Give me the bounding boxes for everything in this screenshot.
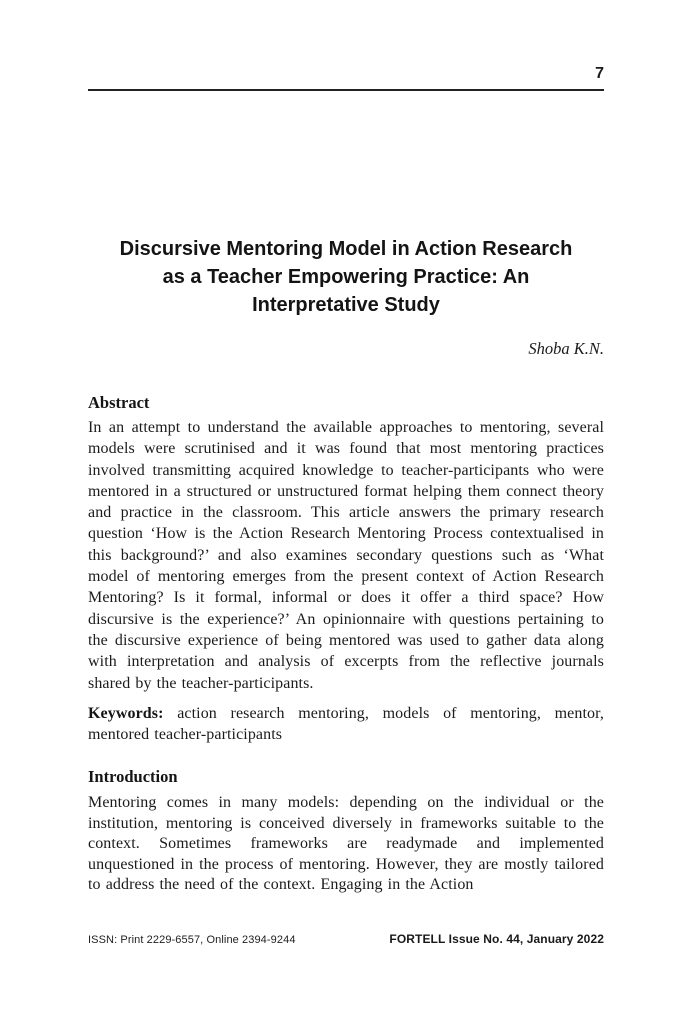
author-name: Shoba K.N. xyxy=(528,339,604,358)
article-title-line-1: Discursive Mentoring Model in Action Research xyxy=(119,238,573,260)
header-rule xyxy=(88,89,604,91)
page-content xyxy=(88,0,604,896)
article-title xyxy=(88,235,604,319)
introduction-heading: Introduction xyxy=(88,767,178,787)
article-title-line-3: Interpretative Study xyxy=(252,294,440,316)
page-number: 7 xyxy=(595,65,604,82)
keywords-line xyxy=(88,703,604,746)
keywords-text: action research mentoring, models of mentoring, mentor, mentored teacher-participants xyxy=(88,704,605,744)
page-footer xyxy=(88,932,604,946)
footer-issn: ISSN: Print 2229-6557, Online 2394-9244 xyxy=(88,934,296,946)
introduction-text: Mentoring comes in many models: depending on the individual or the institution, mentoring is conceived diversely in frameworks suitable to the context. Sometimes frameworks are readymade and implemented unquestioned in the process of mentoring. However, they are mostly tailored to address the need of the context. Engaging in the Action xyxy=(88,794,604,894)
article-title-line-2: as a Teacher Empowering Practice: An xyxy=(162,266,530,288)
abstract-text: In an attempt to understand the available approaches to mentoring, several models were scrutinised and it was found that most mentoring practices involved transmitting acquired knowledge to teacher-participants who were mentored in a structured or unstructured format helping them connect theory and practice in the classroom. This article answers the primary research question ‘How is the Action Research Mentoring Process contextualised in this background?’ and also examines secondary questions such as ‘What model of mentoring emerges from the present context of Action Research Mentoring? Is it formal, informal or does it offer a third space? How discursive is the experience?’ An opinionnaire with questions pertaining to the discursive experience of being mentored was used to gather data along with interpretation and analysis of excerpts from the reflective journals shared by the teacher-participants. xyxy=(88,419,604,692)
keywords-label: Keywords: xyxy=(88,704,164,722)
abstract-heading: Abstract xyxy=(88,393,150,412)
footer-journal-info: FORTELL Issue No. 44, January 2022 xyxy=(389,932,604,946)
